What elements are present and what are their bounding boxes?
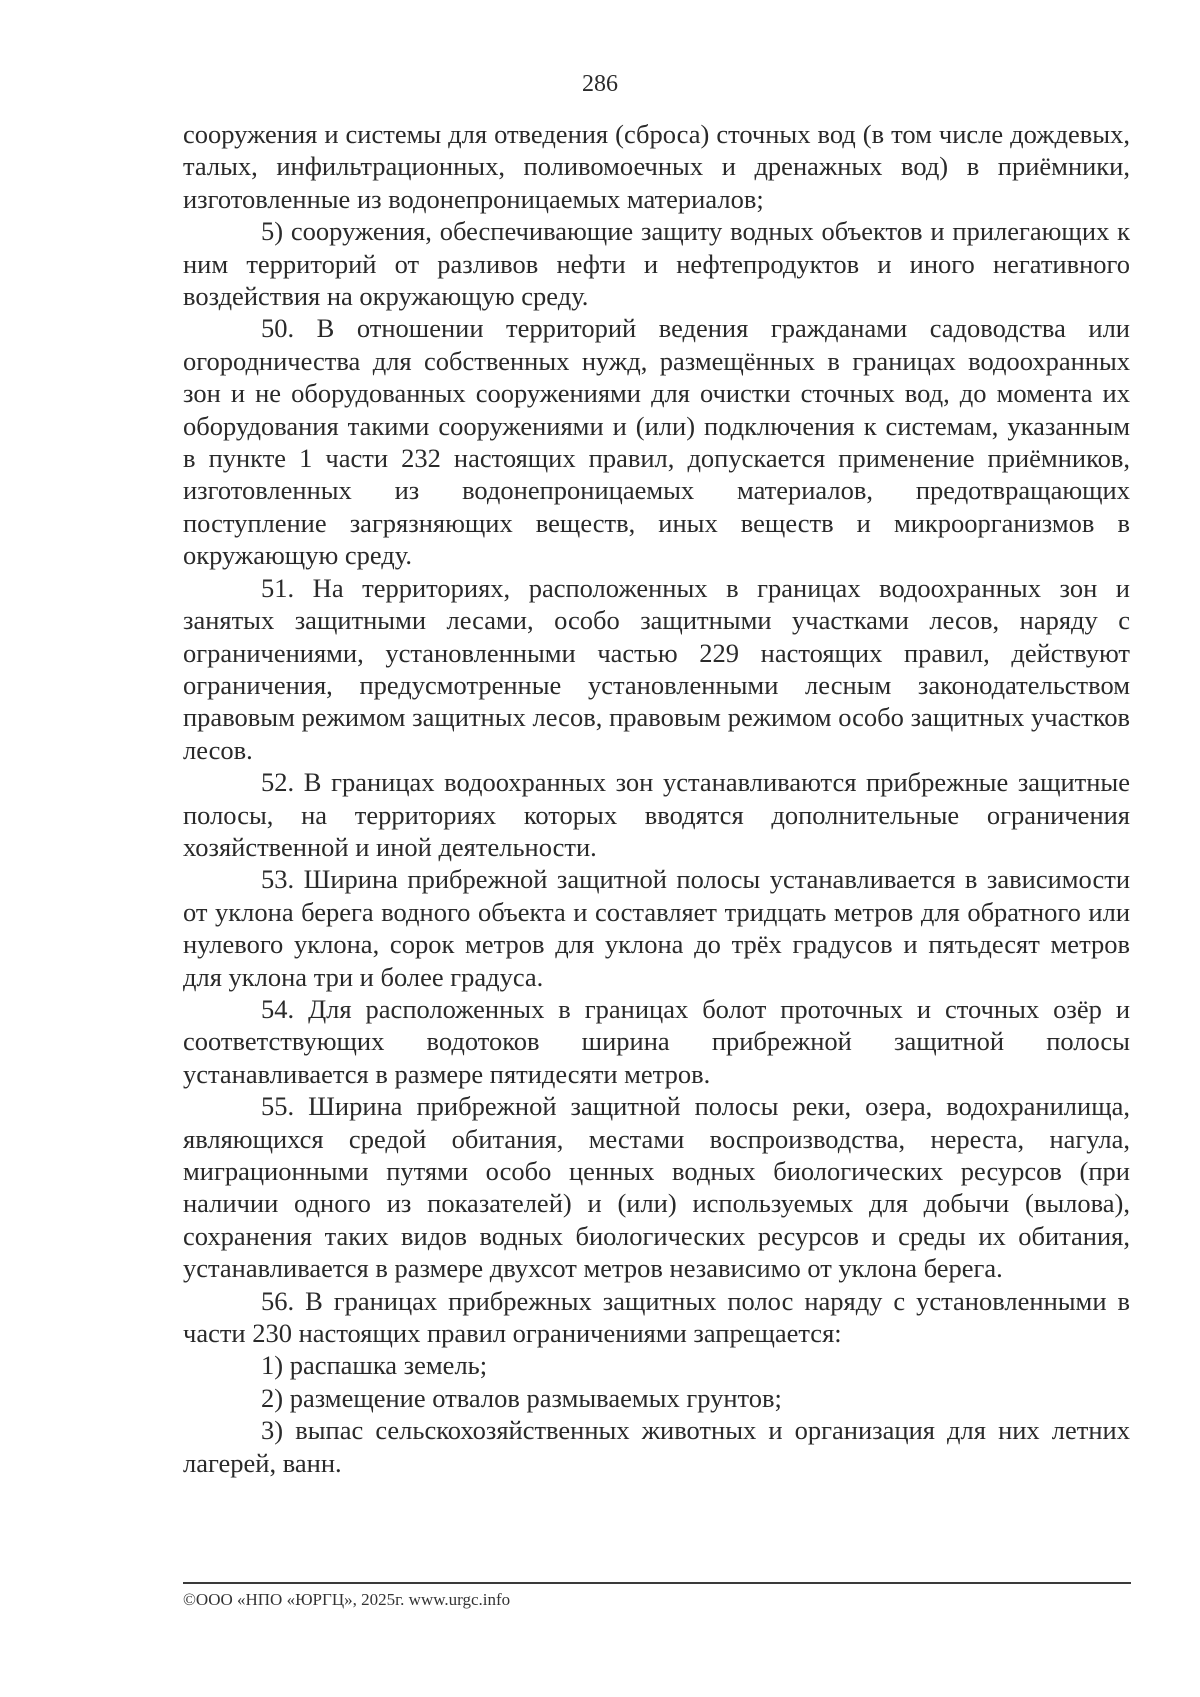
list-item-2: 2) размещение отвалов размываемых грунтов; bbox=[261, 1382, 782, 1413]
footer-divider bbox=[183, 1582, 1131, 1584]
list-item-1: 1) распашка земель; bbox=[261, 1350, 488, 1381]
footer-copyright: ©ООО «НПО «ЮРГЦ», 2025г. www.urgc.info bbox=[183, 1590, 511, 1609]
list-item-5: 5) сооружения, обеспечивающие защиту водных объектов и прилегающих к ним территорий от разливов нефти и нефтепродуктов и иного негативного воздействия на окружающую среду. bbox=[183, 216, 1130, 312]
paragraph-53: 53. Ширина прибрежной защитной полосы устанавливается в зависимости от уклона берега водного объекта и составляет тридцать метров для обратного или нулевого уклона, сорок метров для уклона до трёх градусов и пятьдесят метров для уклона три и более градуса. bbox=[183, 864, 1130, 992]
list-item-3: 3) выпас сельскохозяйственных животных и организация для них летних лагерей, ванн. bbox=[183, 1415, 1130, 1478]
paragraph-55: 55. Ширина прибрежной защитной полосы реки, озера, водохранилища, являющихся средой обитания, местами воспроизводства, нереста, нагула, миграционными путями особо ценных водных биологических ресурсов (при наличии одного из показателей) и (или) используемых для добычи (вылова), сохранения таких видов водных биологических ресурсов и среды их обитания, устанавливается в размере двухсот метров независимо от уклона берега. bbox=[183, 1091, 1130, 1284]
document-body bbox=[183, 118, 1130, 1479]
paragraph-51: 51. На территориях, расположенных в границах водоохранных зон и занятых защитными лесами, особо защитными участками лесов, наряду с ограничениями, установленными частью 229 настоящих правил, действуют ограничения, предусмотренные установленными лесным законодательством правовым режимом защитных лесов, правовым режимом особо защитных участков лесов. bbox=[183, 572, 1130, 765]
paragraph-50: 50. В отношении территорий ведения гражданами садоводства или огородничества для собственных нужд, размещённых в границах водоохранных зон и не оборудованных сооружениями для очистки сточных вод, до момента их оборудования такими сооружениями и (или) подключения к системам, указанным в пункте 1 части 232 настоящих правил, допускается применение приёмников, изготовленных из водонепроницаемых материалов, предотвращающих поступление загрязняющих веществ, иных веществ и микроорганизмов в окружающую среду. bbox=[183, 313, 1130, 571]
paragraph-54: 54. Для расположенных в границах болот проточных и сточных озёр и соответствующих водотоков ширина прибрежной защитной полосы устанавливается в размере пятидесяти метров. bbox=[183, 993, 1130, 1089]
paragraph-52: 52. В границах водоохранных зон устанавливаются прибрежные защитные полосы, на территориях которых вводятся дополнительные ограничения хозяйственной и иной деятельности. bbox=[183, 767, 1130, 862]
paragraph-continued: сооружения и системы для отведения (сброса) сточных вод (в том числе дождевых, талых, инфильтрационных, поливомоечных и дренажных вод) в приёмники, изготовленные из водонепроницаемых материалов; bbox=[183, 119, 1130, 214]
page-number: 286 bbox=[582, 71, 618, 97]
paragraph-56: 56. В границах прибрежных защитных полос наряду с установленными в части 230 настоящих правил ограничениями запрещается: bbox=[183, 1285, 1130, 1349]
